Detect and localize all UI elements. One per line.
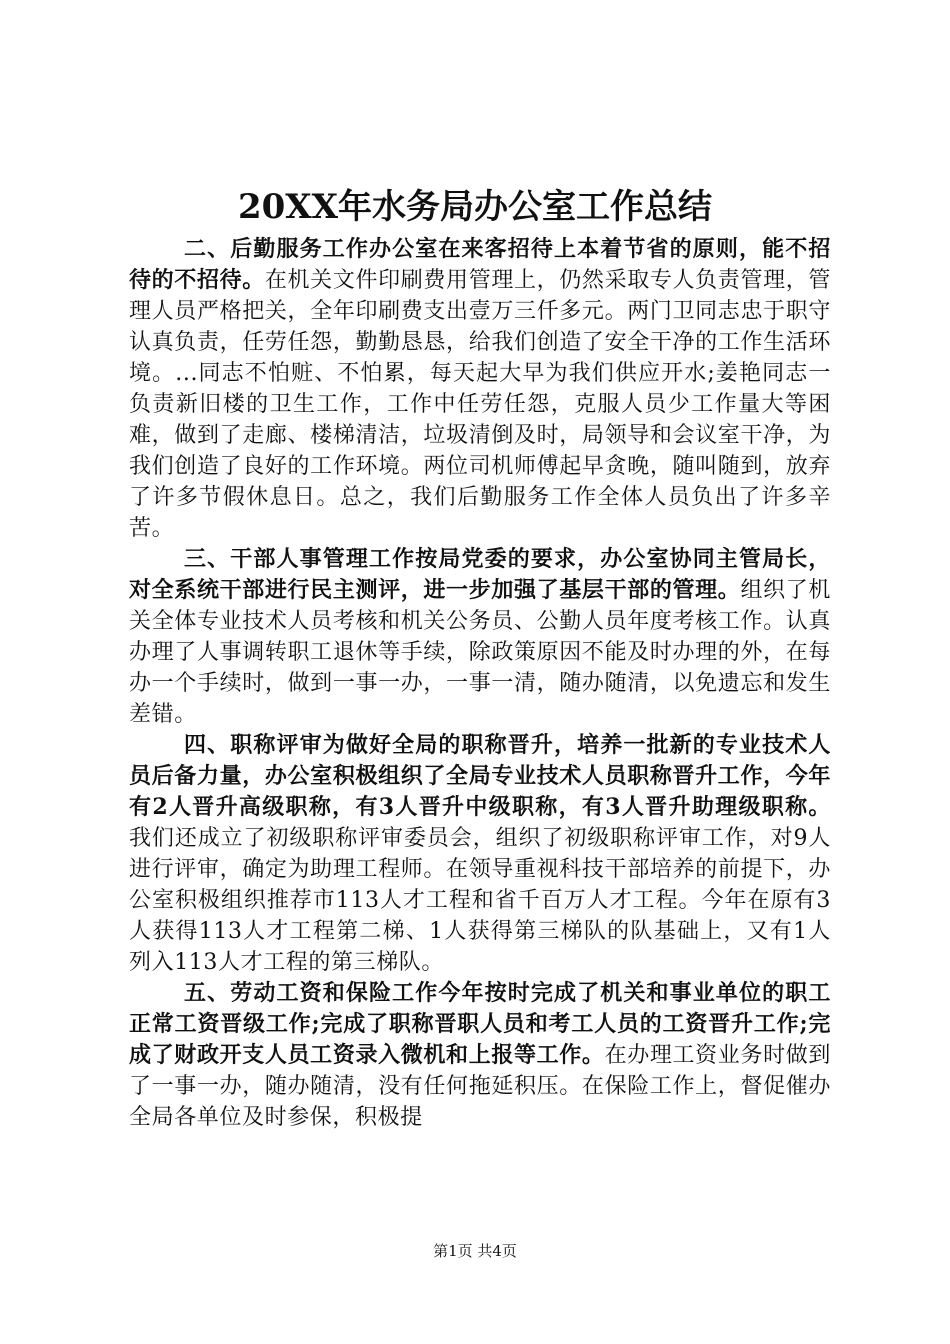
paragraph-title-evaluation	[129, 730, 831, 978]
paragraph-heading: 四、职称评审为做好全局的职称晋升，培养一批新的专业技术人员后备力量，办公室积极组织了全局专业技术人员职称晋升工作，今年有2人晋升高级职称，有3人晋升中级职称，有3人晋升助理级职称。	[129, 732, 831, 820]
paragraph-text: 我们还成立了初级职称评审委员会，组织了初级职称评审工作，对9人进行评审，确定为助理工程师。在领导重视科技干部培养的前提下，办公室积极组织推荐市113人才工程和省千百万人才工程。今年在原有3人获得113人才工程第二梯、1人获得第三梯队的队基础上，又有1人列入113人才工程的第三梯队。	[129, 826, 831, 975]
paragraph-text: 在办理工资业务时做到了一事一办，随办随清，没有任何拖延积压。在保险工作上，督促催办全局各单位及时参保，积极提	[129, 1043, 831, 1130]
paragraph-personnel	[129, 544, 831, 730]
page-title: 20XX年水务局办公室工作总结	[237, 187, 713, 227]
paragraph-text: 组织了机关全体专业技术人员考核和机关公务员、公勤人员年度考核工作。认真办理了人事调转职工退休等手续，除政策原因不能及时办理的外，在每办一个手续时，做到一事一办，一事一清，随办随清，以免遗忘和发生差错。	[129, 578, 831, 727]
paragraph-logistics	[129, 234, 831, 544]
paragraph-heading: 三、干部人事管理工作按局党委的要求，办公室协同主管局长，对全系统干部进行民主测评，进一步加强了基层干部的管理。	[129, 546, 831, 603]
paragraph-heading: 五、劳动工资和保险工作今年按时完成了机关和事业单位的职工正常工资晋级工作;完成了职称晋职人员和考工人员的工资晋升工作;完成了财政开支人员工资录入微机和上报等工作。	[129, 980, 831, 1068]
page-footer: 第1页 共4页	[433, 1242, 517, 1260]
paragraph-text: 在机关文件印刷费用管理上，仍然采取专人负责管理，管理人员严格把关，全年印刷费支出壹万三仟多元。两门卫同志忠于职守认真负责，任劳任怨，勤勤恳恳，给我们创造了安全干净的工作生活环境。...同志不怕赃、不怕累，每天起大早为我们供应开水;姜艳同志一负责新旧楼的卫生工作，工作中任劳任怨，克服人员少工作量大等困难，做到了走廊、楼梯清洁，垃圾清倒及时，局领导和会议室干净，为我们创造了良好的工作环境。两位司机师傅起早贪晚，随叫随到，放弃了许多节假休息日。总之，我们后勤服务工作全体人员负出了许多辛苦。	[129, 268, 831, 541]
document-body	[129, 234, 831, 1133]
paragraph-wages-insurance	[129, 978, 831, 1133]
paragraph-heading: 二、后勤服务工作办公室在来客招待上本着节省的原则，能不招待的不招待。	[129, 236, 831, 293]
